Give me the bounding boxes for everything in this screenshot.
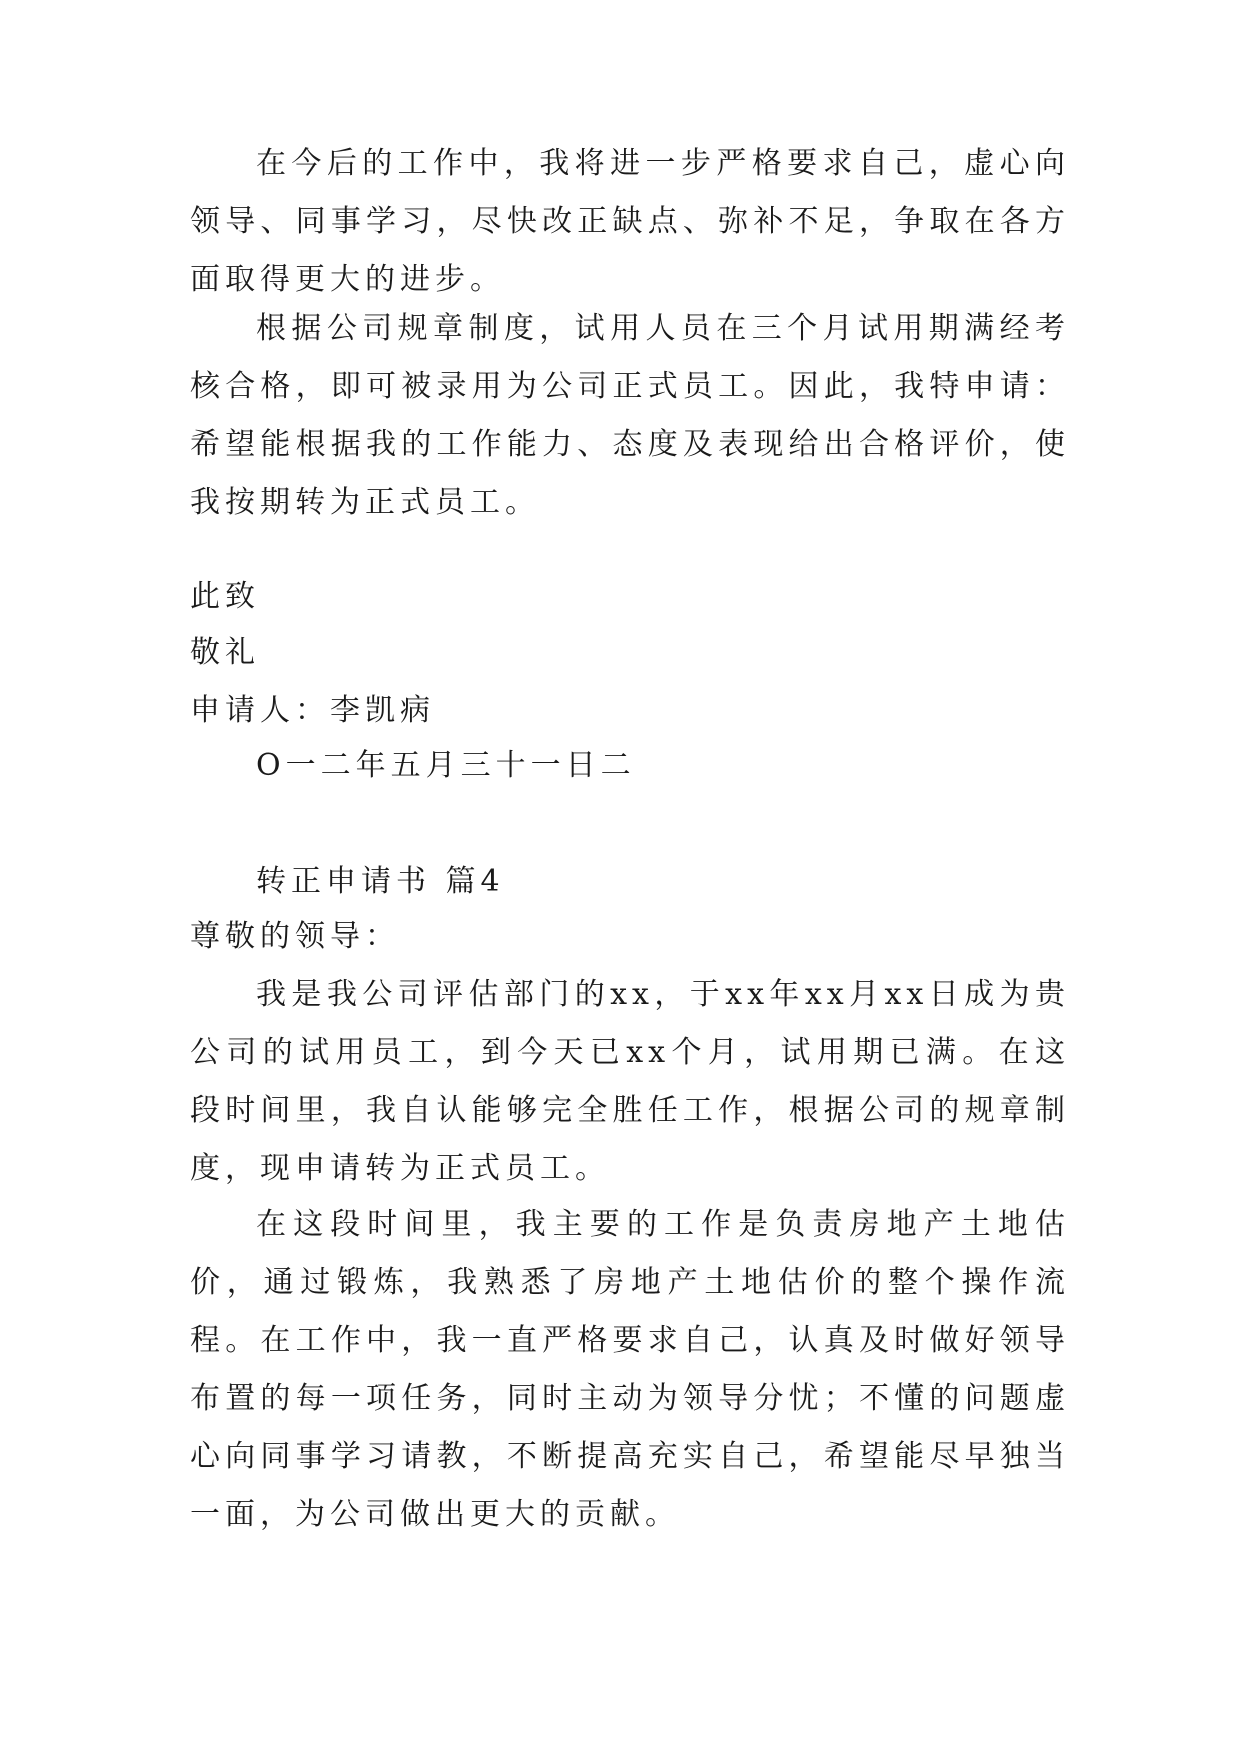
paragraph-probation-request: 根据公司规章制度，试用人员在三个月试用期满经考核合格，即可被录用为公司正式员工。因此，我特申请：希望能根据我的工作能力、态度及表现给出合格评价，使我按期转为正式员工。 [190, 311, 1070, 520]
section-title: 转正申请书 篇4 [256, 864, 505, 899]
paragraph-work-description: 在这段时间里，我主要的工作是负责房地产土地估价，通过锻炼，我熟悉了房地产土地估价的整个操作流程。在工作中，我一直严格要求自己，认真及时做好领导布置的每一项任务，同时主动为领导分忧；不懂的问题虚心向同事学习请教，不断提高充实自己，希望能尽早独当一面，为公司做出更大的贡献。 [190, 1207, 1070, 1532]
paragraph-self-improvement: 在今后的工作中，我将进一步严格要求自己，虚心向领导、同事学习，尽快改正缺点、弥补不足，争取在各方面取得更大的进步。 [190, 146, 1070, 297]
salutation: 尊敬的领导： [190, 919, 400, 954]
closing-jingli: 敬礼 [190, 635, 260, 670]
date-line: O一二年五月三十一日二 [256, 748, 636, 783]
paragraph-introduction: 我是我公司评估部门的xx，于xx年xx月xx日成为贵公司的试用员工，到今天已xx个月，试用期已满。在这段时间里，我自认能够完全胜任工作，根据公司的规章制度，现申请转为正式员工。 [190, 977, 1070, 1186]
closing-cizhi: 此致 [190, 579, 260, 614]
applicant-signature: 申请人：李凯病 [190, 693, 435, 728]
